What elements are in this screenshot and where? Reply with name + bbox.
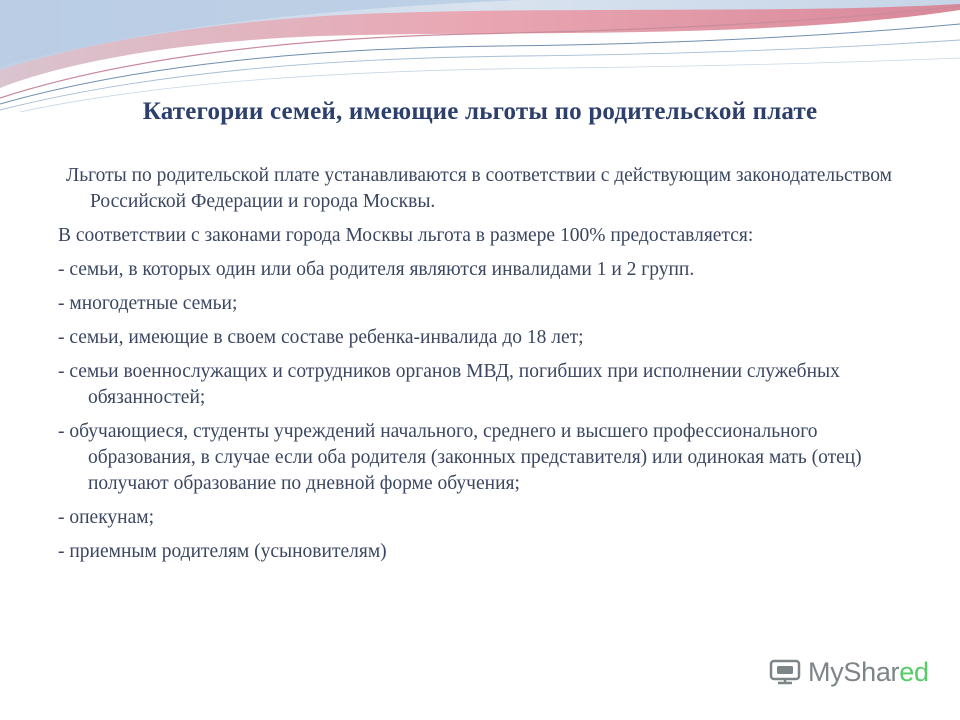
list-item: - семьи, имеющие в своем составе ребенка-инвалида до 18 лет; [58,327,584,348]
watermark-text: MyShared [808,656,929,687]
slide-body [58,163,908,573]
list-item: - обучающиеся, студенты учреждений начального, среднего и высшего профессионального образования, в случае если оба родителя (законных представителя) или одинокая мать (отец) получают образование по дневной форме обучения; [58,421,862,494]
list-item: - многодетные семьи; [58,293,238,314]
benefit-statement: В соответствии с законами города Москвы льгота в размере 100% предоставляется: [58,225,754,246]
intro-paragraph: Льготы по родительской плате устанавливаются в соответствии с действующим законодательством Российской Федерации и города Москвы. [66,165,892,212]
list-item: - приемным родителям (усыновителям) [58,541,387,562]
list-item: - семьи военнослужащих и сотрудников органов МВД, погибших при исполнении служебных обязанностей; [58,361,840,408]
slide-title: Категории семей, имеющие льготы по родительской плате [142,98,818,125]
list-item: - опекунам; [58,507,155,528]
myshared-watermark [768,654,929,690]
list-item: - семьи, в которых один или оба родителя являются инвалидами 1 и 2 групп. [58,259,695,280]
myshared-logo-icon [768,655,802,689]
